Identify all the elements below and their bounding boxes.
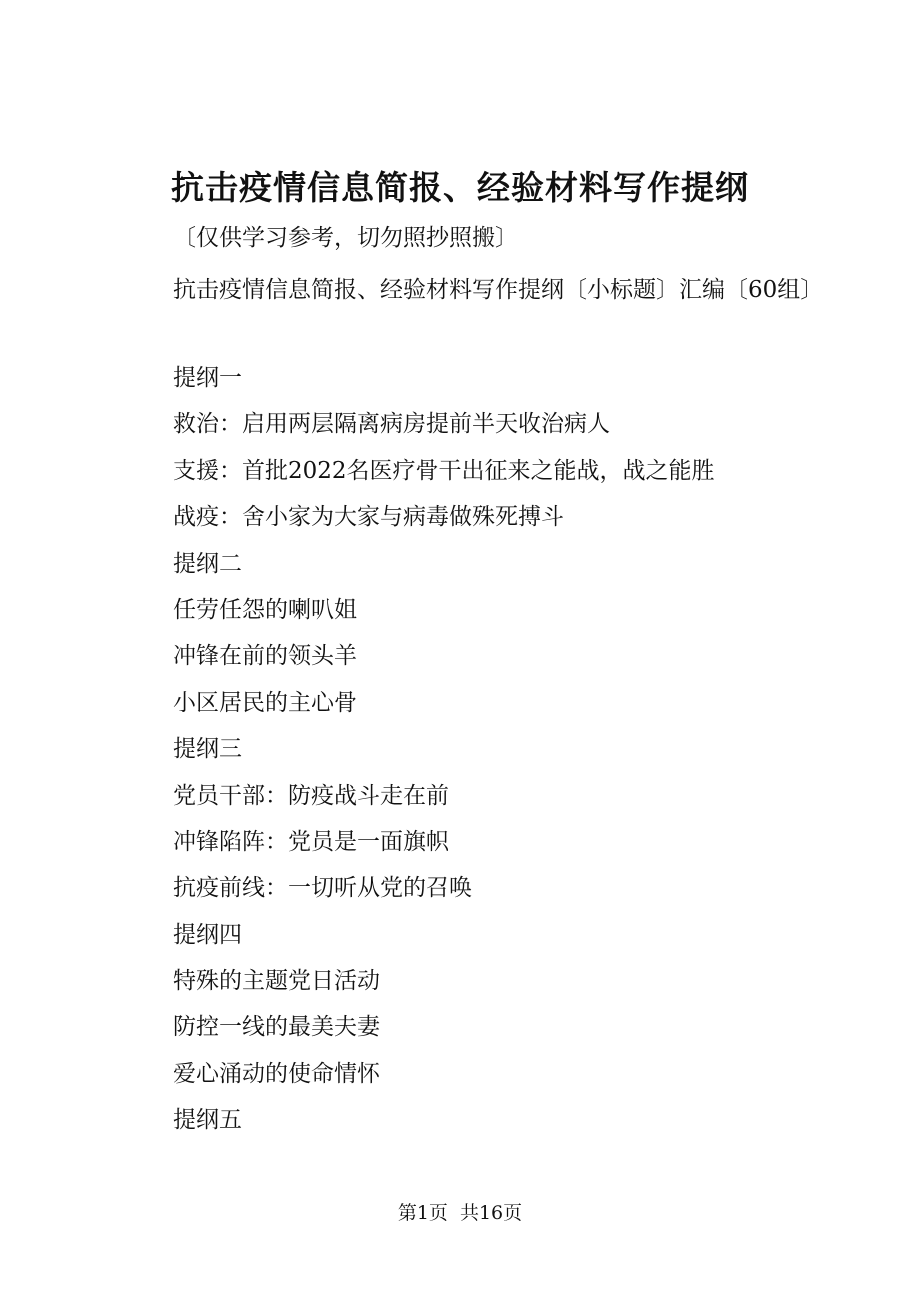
- intro-paragraph: 抗击疫情信息简报、经验材料写作提纲〔小标题〕汇编〔60组〕: [173, 277, 824, 303]
- outline-item: 抗疫前线：一切听从党的召唤: [173, 875, 472, 902]
- outline-item: 支援：首批2022名医疗骨干出征来之能战，战之能胜: [173, 457, 715, 484]
- outline-item: 党员干部：防疫战斗走在前: [173, 782, 449, 809]
- outline-item: 防控一线的最美夫妻: [173, 1014, 380, 1041]
- usage-note: 〔仅供学习参考，切勿照抄照搬〕: [173, 225, 518, 251]
- outline-item: 冲锋在前的领头羊: [173, 643, 357, 670]
- outline-list: [173, 355, 833, 1144]
- outline-heading-4: 提纲四: [173, 921, 242, 948]
- outline-item: 冲锋陷阵：党员是一面旗帜: [173, 828, 449, 855]
- outline-heading-2: 提纲二: [173, 550, 242, 577]
- outline-item: 救治：启用两层隔离病房提前半天收治病人: [173, 411, 610, 438]
- outline-item: 任劳任怨的喇叭姐: [173, 596, 357, 623]
- outline-item: 特殊的主题党日活动: [173, 968, 380, 995]
- document-title: 抗击疫情信息简报、经验材料写作提纲: [171, 168, 749, 207]
- outline-heading-3: 提纲三: [173, 736, 242, 763]
- outline-heading-1: 提纲一: [173, 365, 242, 391]
- outline-heading-5: 提纲五: [173, 1107, 242, 1134]
- page-number: 第1页 共16页: [397, 1202, 523, 1224]
- outline-item: 战疫：舍小家为大家与病毒做殊死搏斗: [173, 504, 564, 531]
- outline-item: 爱心涌动的使命情怀: [173, 1060, 380, 1087]
- outline-item: 小区居民的主心骨: [173, 689, 357, 716]
